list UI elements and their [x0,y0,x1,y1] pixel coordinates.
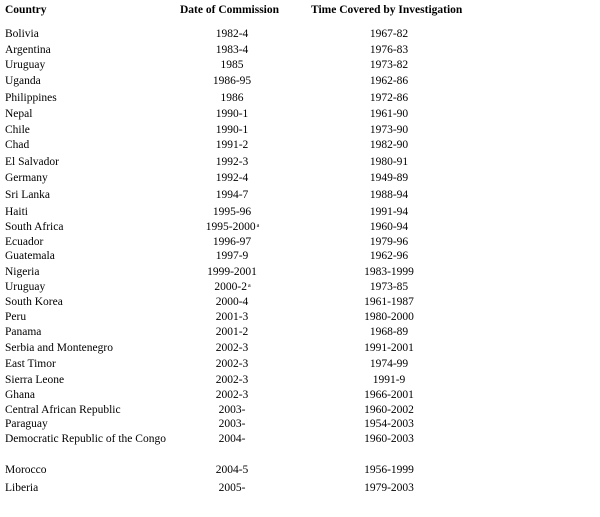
date-value: 1982-4 [215,28,249,40]
time-covered-cell: 1966-2001 [364,389,414,401]
table-row [0,221,600,236]
date-value: 2003- [218,404,246,416]
date-cell [180,464,284,477]
country-cell: Argentina [5,44,51,56]
time-covered-cell: 1976-83 [369,44,409,56]
date-value: 2000-2 [214,281,247,293]
country-cell: Nigeria [5,266,40,278]
country-cell: Bolivia [5,28,39,40]
table-row [0,236,600,251]
date-cell [180,342,284,355]
time-covered-cell: 1960-2002 [364,404,414,416]
date-value: 1985 [220,59,244,71]
date-value: 1991-2 [215,139,249,151]
date-value: 1996-97 [212,236,252,248]
date-cell [180,311,284,324]
table-row [0,92,600,107]
country-cell: Germany [5,172,48,184]
date-cell [180,172,284,185]
country-cell: Ecuador [5,236,44,248]
date-cell [180,206,284,219]
date-value: 1990-1 [215,124,249,136]
date-cell [180,482,284,495]
country-cell: Democratic Republic of the Congo [5,433,166,445]
country-cell: Uruguay [5,281,46,293]
country-cell: South Korea [5,296,63,308]
date-value: 2004-5 [215,464,249,476]
country-cell: Peru [5,311,27,323]
date-value: 2002-3 [215,342,249,354]
table-row [0,482,600,497]
date-cell [180,281,284,294]
header-country: Country [5,4,47,16]
table-row [0,418,600,433]
time-covered-cell: 1983-1999 [364,266,414,278]
country-cell: Uruguay [5,59,46,71]
time-covered-cell: 1960-2003 [364,433,414,445]
date-cell [180,433,284,446]
date-value: 2005- [218,482,246,494]
time-covered-cell: 1962-86 [369,75,409,87]
time-covered-cell: 1991-94 [369,206,409,218]
table-row [0,189,600,204]
date-cell [180,358,284,371]
table-row [0,172,600,187]
country-cell: Liberia [5,482,39,494]
country-cell: South Africa [5,221,64,233]
date-value: 1997-9 [215,250,249,262]
time-covered-cell: 1961-90 [369,108,409,120]
country-cell: Panama [5,326,42,338]
date-cell [180,221,284,234]
country-cell: Haiti [5,206,28,218]
table-row [0,281,600,296]
date-cell [180,92,284,105]
time-covered-cell: 1954-2003 [364,418,414,430]
date-cell [180,326,284,339]
country-cell: Paraguay [5,418,48,430]
date-value: 2001-3 [215,311,249,323]
table-row [0,266,600,281]
time-covered-cell: 1960-94 [369,221,409,233]
date-cell [180,236,284,249]
time-covered-cell: 1973-82 [369,59,409,71]
time-covered-cell: 1988-94 [369,189,409,201]
date-cell [180,374,284,387]
table-row [0,124,600,139]
country-cell: Guatemala [5,250,55,262]
time-covered-cell: 1991-2001 [364,342,414,354]
time-covered-cell: 1962-96 [369,250,409,262]
date-value: 2002-3 [215,389,249,401]
date-value: 2003- [218,418,246,430]
country-cell: Sri Lanka [5,189,51,201]
time-covered-cell: 1973-90 [369,124,409,136]
table-row [0,358,600,373]
time-covered-cell: 1967-82 [369,28,409,40]
table-row [0,44,600,59]
date-value: 2000-4 [215,296,249,308]
time-covered-cell: 1972-86 [369,92,409,104]
table-row [0,139,600,154]
table-row [0,374,600,389]
table-row [0,206,600,221]
country-cell: El Salvador [5,156,59,168]
header-date-of-commission: Date of Commission [180,4,280,16]
time-covered-cell: 1979-2003 [364,482,414,494]
date-value: 1995-96 [212,206,252,218]
date-cell [180,108,284,121]
table-row [0,464,600,479]
date-cell [180,75,284,88]
date-cell [180,189,284,202]
date-value: 2002-3 [215,374,249,386]
date-value: 1992-4 [215,172,249,184]
table-row [0,59,600,74]
country-cell: Serbia and Montenegro [5,342,113,354]
date-value: 2002-3 [215,358,249,370]
table-row [0,433,600,448]
header-time-covered: Time Covered by Investigation [311,4,463,16]
date-cell [180,156,284,169]
table-row [0,326,600,341]
time-covered-cell: 1956-1999 [364,464,414,476]
date-cell [180,59,284,72]
date-value: 1990-1 [215,108,249,120]
time-covered-cell: 1968-89 [369,326,409,338]
date-cell [180,28,284,41]
table-row [0,311,600,326]
table-row [0,250,600,265]
table-row [0,28,600,43]
date-value: 1994-7 [215,189,249,201]
table-row [0,296,600,311]
country-cell: Morocco [5,464,47,476]
table-row [0,342,600,357]
date-cell [180,389,284,402]
country-cell: Sierra Leone [5,374,65,386]
date-value: 1986-95 [212,75,252,87]
date-cell [180,139,284,152]
table-row [0,75,600,90]
date-cell [180,296,284,309]
footnote-marker: a [256,223,260,229]
table-row [0,389,600,404]
table-row [0,108,600,123]
country-cell: Nepal [5,108,33,120]
time-covered-cell: 1961-1987 [364,296,414,308]
time-covered-cell: 1982-90 [369,139,409,151]
table-row [0,404,600,419]
date-cell [180,44,284,57]
time-covered-cell: 1991-9 [372,374,406,386]
country-cell: Philippines [5,92,57,104]
date-value: 2004- [218,433,246,445]
date-cell [180,404,284,417]
time-covered-cell: 1980-91 [369,156,409,168]
date-cell [180,266,284,279]
time-covered-cell: 1949-89 [369,172,409,184]
date-cell [180,418,284,431]
time-covered-cell: 1980-2000 [364,311,414,323]
date-value: 1983-4 [215,44,249,56]
date-value: 2001-2 [215,326,249,338]
time-covered-cell: 1979-96 [369,236,409,248]
country-cell: Chile [5,124,30,136]
country-cell: Ghana [5,389,36,401]
date-cell [180,250,284,263]
country-cell: East Timor [5,358,56,370]
time-covered-cell: 1973-85 [369,281,409,293]
country-cell: Chad [5,139,30,151]
date-value: 1999-2001 [207,266,257,278]
time-covered-cell: 1974-99 [369,358,409,370]
table-row [0,156,600,171]
date-value: 1992-3 [215,156,249,168]
date-cell [180,124,284,137]
date-value: 1986 [220,92,244,104]
footnote-marker: a [247,283,251,289]
date-value: 1995-2000 [205,221,256,233]
country-cell: Central African Republic [5,404,121,416]
country-cell: Uganda [5,75,41,87]
